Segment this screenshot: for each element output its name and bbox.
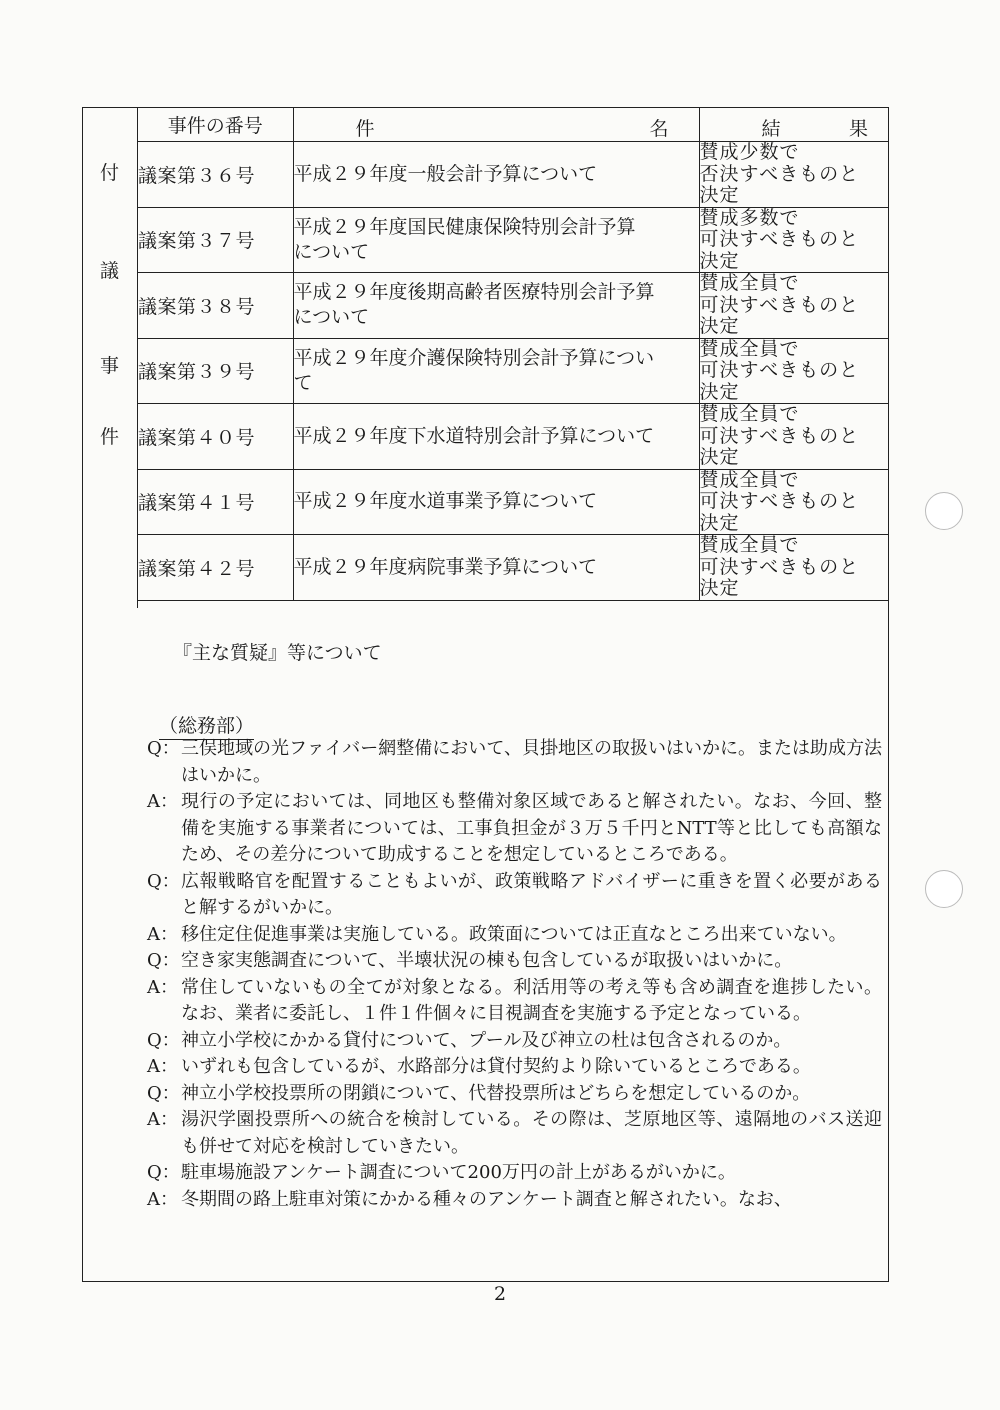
qa-label: Q：: [147, 1029, 180, 1051]
side-label-char: 件: [99, 426, 119, 448]
qa-item: [147, 1187, 882, 1214]
case-name: [293, 338, 699, 404]
header-result-left: 結: [761, 118, 781, 140]
result-line: 可決すべきものと: [699, 293, 860, 316]
table-row: [138, 142, 888, 208]
side-label-column: [83, 108, 138, 608]
case-name-line: 平成２９年度介護保険特別会計予算につい: [293, 346, 655, 369]
discussion-heading: 『主な質疑』等について: [173, 642, 382, 664]
qa-label: A：: [147, 923, 178, 945]
qa-item: [147, 736, 882, 789]
qa-text: 神立小学校にかかる貸付について、プール及び神立の杜は包含されるのか。: [181, 1029, 792, 1051]
qa-item: [147, 948, 882, 975]
case-name: [293, 404, 699, 470]
qa-label: Q：: [147, 1082, 180, 1104]
result-line: 決定: [699, 511, 740, 534]
qa-item: [147, 1160, 882, 1187]
qa-label: A：: [147, 791, 178, 812]
case-name-line: 平成２９年度後期高齢者医療特別会計予算: [293, 281, 655, 304]
case-result: [699, 535, 888, 601]
result-line: 決定: [699, 446, 740, 468]
result-line: 決定: [699, 184, 740, 206]
header-name-right: 名: [649, 118, 669, 140]
qa-text: 冬期間の路上駐車対策にかかる種々のアンケート調査と解されたい。なお、: [181, 1188, 792, 1210]
case-name-line: 平成２９年度国民健康保険特別会計予算: [293, 215, 636, 238]
qa-text: 空き家実態調査について、半壊状況の棟も包含しているが取扱いはいかに。: [181, 950, 793, 971]
case-name: [293, 142, 699, 208]
page-number: 2: [493, 1283, 507, 1305]
result-line: 賛成全員で: [699, 468, 800, 491]
result-line: 賛成全員で: [699, 534, 800, 556]
header-number: 事件の番号: [138, 108, 293, 142]
case-number: 議案第３７号: [138, 207, 293, 273]
qa-label: A：: [147, 1188, 178, 1210]
header-result: [699, 108, 888, 142]
side-label-char: 事: [99, 355, 119, 377]
qa-label: A：: [147, 1056, 178, 1077]
header-name: [293, 108, 699, 142]
case-result: [699, 338, 888, 404]
case-number: 議案第３６号: [138, 142, 293, 208]
table-header-row: [138, 108, 888, 142]
result-line: 決定: [699, 315, 740, 337]
qa-item: [147, 1028, 882, 1055]
result-line: 賛成多数で: [699, 206, 800, 229]
table-row: [138, 273, 888, 339]
result-line: 決定: [699, 380, 740, 403]
qa-label: Q：: [147, 1162, 180, 1183]
case-result: [699, 404, 888, 470]
result-line: 可決すべきものと: [699, 228, 860, 250]
case-name-line: 平成２９年度下水道特別会計予算について: [293, 424, 655, 447]
qa-text: 三俣地域の光ファイバー網整備において、貝掛地区の取扱いはいかに。または助成方法はいかに。: [181, 738, 882, 786]
result-line: 賛成全員で: [699, 272, 800, 294]
case-number: 議案第４１号: [138, 469, 293, 535]
case-name-line: について: [293, 306, 370, 329]
case-name: [293, 535, 699, 601]
qa-text: いずれも包含しているが、水路部分は貸付契約より除いているところである。: [181, 1056, 811, 1077]
case-number: 議案第４０号: [138, 404, 293, 470]
table-row: [138, 207, 888, 273]
table-row: [138, 404, 888, 470]
qa-label: A：: [147, 976, 178, 998]
case-name: [293, 469, 699, 535]
qa-item: [147, 922, 882, 949]
case-number: 議案第４２号: [138, 535, 293, 601]
result-line: 可決すべきものと: [699, 424, 860, 447]
punch-hole: [925, 492, 963, 530]
table-row: [138, 469, 888, 535]
qa-label: A：: [147, 1109, 178, 1130]
qa-text: 湯沢学園投票所への統合を検討している。その際は、芝原地区等、遠隔地のバス送迎も併せて対応を検討していきたい。: [181, 1109, 882, 1157]
case-result: [699, 142, 888, 208]
qa-label: Q：: [147, 738, 180, 759]
case-name: [293, 273, 699, 339]
case-number: 議案第３９号: [138, 338, 293, 404]
qa-item: [147, 1081, 882, 1108]
qa-item: [147, 869, 882, 922]
table-row: [138, 535, 888, 601]
result-line: 賛成全員で: [699, 337, 800, 360]
result-line: 賛成全員で: [699, 403, 800, 425]
result-line: 可決すべきものと: [699, 359, 860, 381]
qa-item: [147, 975, 882, 1028]
qa-text: 常住していないもの全てが対象となる。利活用等の考え等も含め調査を進捗したい。なお、業者に委託し、１件１件個々に目視調査を実施する予定となっている。: [181, 976, 882, 1024]
case-result: [699, 273, 888, 339]
result-line: 決定: [699, 249, 740, 272]
qa-text: 現行の予定においては、同地区も整備対象区域であると解されたい。なお、今回、整備を実施する事業者については、工事負担金が３万５千円とNTT等と比しても高額なため、その差分について助成することを想定しているところである。: [181, 791, 882, 865]
qa-item: [147, 1107, 882, 1160]
case-name-line: 平成２９年度病院事業予算について: [293, 555, 598, 578]
result-line: 賛成少数で: [699, 141, 800, 163]
table-row: [138, 338, 888, 404]
qa-label: Q：: [147, 870, 180, 892]
case-name: [293, 207, 699, 273]
case-name-line: 平成２９年度一般会計予算について: [293, 162, 598, 185]
result-line: 可決すべきものと: [699, 490, 860, 512]
result-line: 否決すべきものと: [699, 162, 860, 185]
side-label-char: 付: [99, 162, 119, 184]
case-result: [699, 207, 888, 273]
case-name-line: 平成２９年度水道事業予算について: [293, 490, 598, 513]
qa-text: 神立小学校投票所の閉鎖について、代替投票所はどちらを想定しているのか。: [181, 1082, 811, 1104]
case-number: 議案第３８号: [138, 273, 293, 339]
cases-table: [138, 108, 888, 601]
case-name-line: について: [293, 240, 370, 263]
qa-list: [147, 736, 882, 1213]
qa-text: 移住定住促進事業は実施している。政策面については正直なところ出来ていない。: [181, 923, 847, 945]
header-name-left: 件: [355, 118, 375, 140]
qa-text: 広報戦略官を配置することもよいが、政策戦略アドバイザーに重きを置く必要があると解するがいかに。: [181, 870, 882, 918]
qa-text: 駐車場施設アンケート調査について200万円の計上があるがいかに。: [181, 1162, 736, 1183]
qa-label: Q：: [147, 950, 180, 971]
header-result-right: 果: [848, 118, 868, 140]
document-frame: [82, 107, 889, 1282]
result-line: 可決すべきものと: [699, 555, 860, 578]
side-label-char: 議: [99, 260, 119, 282]
qa-item: [147, 1054, 882, 1081]
qa-item: [147, 789, 882, 869]
case-name-line: て: [293, 371, 313, 394]
case-result: [699, 469, 888, 535]
punch-hole: [925, 870, 963, 908]
department-label: （総務部）: [159, 711, 254, 740]
result-line: 決定: [699, 577, 740, 599]
